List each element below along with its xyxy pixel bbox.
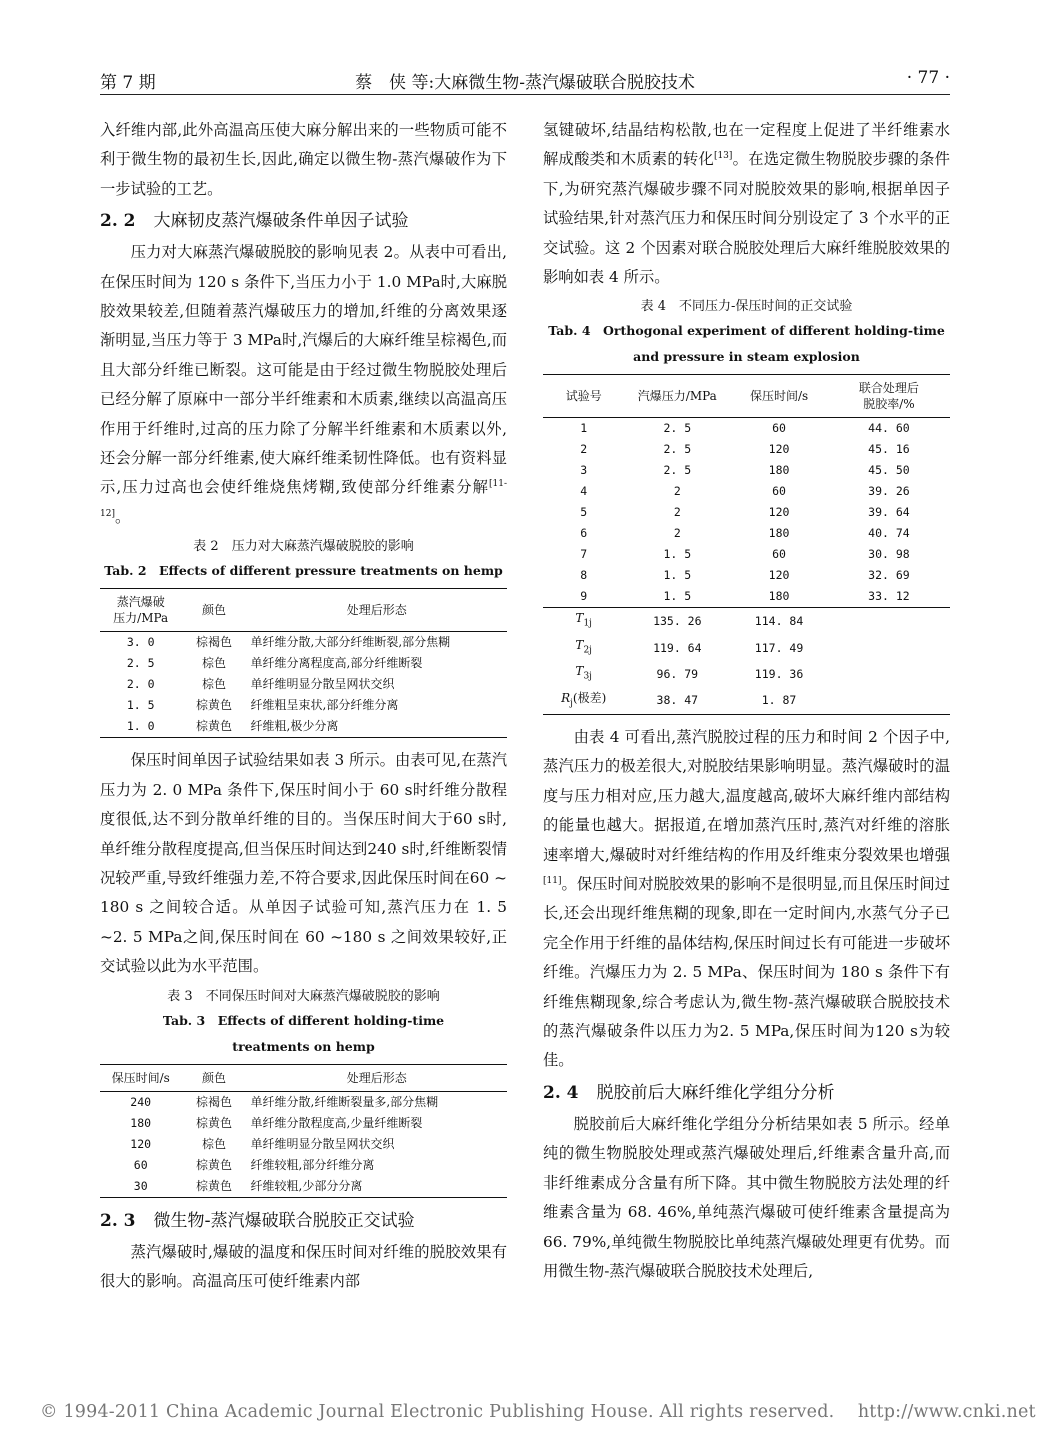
table-cell: 33. 12 <box>868 589 910 604</box>
table-header: 处理后形态 <box>346 1070 407 1085</box>
table-cell: 38. 47 <box>656 693 699 708</box>
table-row <box>100 632 507 654</box>
row-label: $T_{3j}$ <box>575 664 592 682</box>
row-label: $R_j$(极差) <box>561 690 607 708</box>
table-cell: 6 <box>580 526 588 541</box>
table-header: 颜色 <box>201 1070 226 1085</box>
table-cell: 44. 60 <box>868 421 910 436</box>
table-cell: 32. 69 <box>868 568 910 583</box>
table-row <box>100 1091 507 1113</box>
table-4-caption-en: Tab. 4 Orthogonal experiment of different holding-time <box>548 323 945 339</box>
page-number: · 77 · <box>906 68 950 88</box>
table-cell: 纤维较粗,部分纤维分离 <box>250 1157 375 1172</box>
paragraph-text: 压力对大麻蒸汽爆破脱胶的影响见表 2。从表中可看出,在保压时间为 120 s 条件下,当压力小于 1.0 MPa时,大麻脱胶效果较差,但随着蒸汽爆破压力的增加,纤维的分离效果逐渐明显,当压力等于 3 MPa时,汽爆后的大麻纤维呈棕褐色,而且大部分纤维已断裂。这可能是由于经过微生物脱胶处理后已经分解了原麻中一部分半纤维素和木质素,继续以高温高压作用于纤维时,过高的压力除了分解半纤维素和木质素以外,还会分解一部分纤维素,使大麻纤维柔韧性降低。也有资料显示,压力过高也会使纤维烧焦烤糊,致使部分纤维素分解 <box>100 243 507 497</box>
table-row <box>543 502 950 523</box>
table-row <box>543 565 950 586</box>
table-row <box>100 716 507 738</box>
table-cell: 2. 5 <box>126 656 155 671</box>
table-row <box>543 544 950 565</box>
paragraph <box>543 116 950 292</box>
issue-label: 第 7 期 <box>100 73 156 93</box>
article-running-title: 蔡 侠 等:大麻微生物-蒸汽爆破联合脱胶技术 <box>355 73 695 93</box>
table-cell: 2 <box>673 484 681 499</box>
copyright-footer: © 1994-2011 China Academic Journal Electronic Publishing House. All rights reserved. http://www.cnki.net <box>40 1402 1036 1422</box>
citation: [13] <box>713 151 733 162</box>
table-cell: 棕黄色 <box>195 1115 232 1130</box>
table-4 <box>543 374 950 715</box>
table-header: 颜色 <box>201 603 226 618</box>
table-4-caption-en-2: and pressure in steam explosion <box>633 349 860 365</box>
section-number: 2. 4 <box>543 1082 579 1103</box>
table-cell: 180 <box>768 526 790 541</box>
table-cell: 7 <box>580 547 588 562</box>
table-cell: 135. 26 <box>624 608 730 635</box>
table-row <box>100 1134 507 1155</box>
paragraph: 保压时间单因子试验结果如表 3 所示。由表可见,在蒸汽压力为 2. 0 MPa 条件下,保压时间小于 60 s时纤维分散程度很低,达不到分散单纤维的目的。当保压时间大于60 s时,单纤维分散程度提高,但当保压时间达到240 s时,纤维断裂情况较严重,导致纤维强力差,不符合要求,因此保压时间在60 ~ 180 s 之间较合适。从单因子试验可知,蒸汽压力在 1. 5 ~2. 5 MPa之间,保压时间在 60 ~180 s 之间效果较好,正交试验以此为水平范围。 <box>100 751 507 976</box>
table-header: 汽爆压力/MPa <box>637 389 717 404</box>
table-2 <box>100 588 507 738</box>
paragraph: 蒸汽爆破时,爆破的温度和保压时间对纤维的脱胶效果有很大的影响。高温高压可使纤维素内部 <box>100 1242 507 1290</box>
table-summary-row <box>543 608 950 635</box>
table-cell: 8 <box>580 568 588 583</box>
table-row <box>100 1176 507 1198</box>
table-cell: 2 <box>673 505 681 520</box>
table-row <box>543 439 950 460</box>
table-cell: 棕黄色 <box>195 698 232 713</box>
table-cell: 1. 0 <box>126 719 155 734</box>
table-cell: 40. 74 <box>868 526 910 541</box>
table-cell: 39. 26 <box>868 484 910 499</box>
table-row <box>543 481 950 502</box>
table-cell: 45. 50 <box>868 463 910 478</box>
paragraph-text: 氢键破坏,结晶结构松散,也在一定程度上促进了半纤维素水解成酸类和木质素的转化 <box>543 121 950 169</box>
table-cell: 1. 5 <box>126 698 155 713</box>
table-cell: 120 <box>768 568 790 583</box>
table-cell-empty <box>828 661 950 687</box>
table-cell: 2. 0 <box>126 677 155 692</box>
table-summary-row <box>543 688 950 715</box>
table-cell: 180 <box>130 1115 152 1130</box>
table-cell: 30. 98 <box>868 547 910 562</box>
table-cell: 3 <box>580 463 588 478</box>
table-cell: 2. 5 <box>663 463 692 478</box>
table-3-caption-cn: 表 3 不同保压时间对大麻蒸汽爆破脱胶的影响 <box>167 988 440 1004</box>
table-cell: 180 <box>768 589 790 604</box>
table-cell: 棕色 <box>201 1136 226 1151</box>
table-cell: 1. 87 <box>761 693 797 708</box>
table-row <box>543 586 950 608</box>
table-cell: 棕黄色 <box>195 1178 232 1193</box>
table-header: 试验号 <box>565 389 602 404</box>
section-title: 大麻韧皮蒸汽爆破条件单因子试验 <box>153 211 409 232</box>
table-header: 蒸汽爆破 压力/MPa <box>113 595 169 626</box>
table-header: 保压时间/s <box>111 1070 170 1085</box>
table-cell: 单纤维分散,大部分纤维断裂,部分焦糊 <box>250 635 451 650</box>
paragraph-text: 。在选定微生物脱胶步骤的条件下,为研究蒸汽爆破步骤不同对脱胶效果的影响,根据单因子试验结果,针对蒸汽压力和保压时间分别设定了 3 个水平的正交试验。这 2 个因素对联合脱胶处理后大麻纤维脱胶效果的影响如表 4 所示。 <box>543 150 950 287</box>
table-cell: 60 <box>772 421 786 436</box>
table-3-caption-en-2: treatments on hemp <box>232 1038 375 1054</box>
table-4-caption-cn: 表 4 不同压力-保压时间的正交试验 <box>640 299 853 315</box>
table-cell: 棕褐色 <box>195 635 232 650</box>
paragraph-text: 。保压时间对脱胶效果的影响不是很明显,而且保压时间过长,还会出现纤维焦糊的现象,即在一定时间内,水蒸气分子已完全作用于纤维的晶体结构,保压时间过长有可能进一步破坏纤维。汽爆压力为 2. 5 MPa、保压时间为 180 s 条件下有纤维焦糊现象,综合考虑认为,微生物-蒸汽爆破联合脱胶技术的蒸汽爆破条件以压力为2. 5 MPa,保压时间为120 s为较佳。 <box>543 875 950 1070</box>
table-cell: 45. 16 <box>868 442 910 457</box>
table-header: 处理后形态 <box>346 603 407 618</box>
table-cell: 纤维较粗,少部分分离 <box>250 1178 363 1193</box>
left-column <box>100 116 507 1296</box>
table-cell: 117. 49 <box>754 640 804 655</box>
table-cell: 96. 79 <box>656 666 699 681</box>
table-cell: 2 <box>673 526 681 541</box>
citation: [11-12] <box>100 479 507 519</box>
paragraph: 入纤维内部,此外高温高压使大麻分解出来的一些物质可能不利于微生物的最初生长,因此,确定以微生物-蒸汽爆破作为下一步试验的工艺。 <box>100 121 507 198</box>
table-cell: 5 <box>580 505 588 520</box>
table-cell: 棕色 <box>201 677 226 692</box>
section-heading-2-3 <box>100 1206 507 1236</box>
table-cell: 1. 5 <box>663 589 692 604</box>
table-row <box>100 695 507 716</box>
table-cell: 4 <box>580 484 588 499</box>
table-row <box>100 1155 507 1176</box>
table-cell: 120 <box>130 1136 152 1151</box>
table-cell: 119. 36 <box>754 666 804 681</box>
section-heading-2-4 <box>543 1078 950 1108</box>
table-cell: 60 <box>772 484 786 499</box>
running-header <box>100 66 950 95</box>
section-heading-2-2 <box>100 206 507 236</box>
paragraph <box>100 238 507 532</box>
table-cell: 单纤维明显分散呈网状交织 <box>250 1136 395 1151</box>
table-summary-row <box>543 635 950 661</box>
table-cell: 9 <box>580 589 588 604</box>
table-cell: 1. 5 <box>663 547 692 562</box>
table-cell: 120 <box>768 442 790 457</box>
table-cell: 1. 5 <box>663 568 692 583</box>
table-summary-row <box>543 661 950 687</box>
table-cell: 纤维粗,极少分离 <box>250 719 339 734</box>
table-row <box>543 523 950 544</box>
section-title: 微生物-蒸汽爆破联合脱胶正交试验 <box>153 1210 415 1231</box>
paragraph <box>543 723 950 1076</box>
table-2-caption-cn: 表 2 压力对大麻蒸汽爆破脱胶的影响 <box>193 539 414 555</box>
table-2-caption-en: Tab. 2 Effects of different pressure treatments on hemp <box>104 563 503 579</box>
section-number: 2. 2 <box>100 211 136 232</box>
table-row <box>100 653 507 674</box>
table-cell-empty <box>828 688 950 715</box>
section-title: 脱胶前后大麻纤维化学组分分析 <box>596 1082 835 1103</box>
table-cell: 纤维粗呈束状,部分纤维分离 <box>250 698 399 713</box>
table-cell: 3. 0 <box>126 635 155 650</box>
table-cell: 单纤维分散程度高,少量纤维断裂 <box>250 1115 423 1130</box>
row-label: $T_{2j}$ <box>575 637 592 656</box>
table-cell: 39. 64 <box>868 505 910 520</box>
table-header: 联合处理后 脱胶率/% <box>858 381 919 412</box>
table-cell: 单纤维明显分散呈网状交织 <box>250 677 395 692</box>
table-3 <box>100 1064 507 1198</box>
table-cell: 棕褐色 <box>195 1094 232 1109</box>
table-row <box>543 418 950 440</box>
table-cell: 棕色 <box>201 656 226 671</box>
paragraph: 脱胶前后大麻纤维化学组分分析结果如表 5 所示。经单纯的微生物脱胶处理或蒸汽爆破处理后,纤维素含量升高,而非纤维素成分含量有所下降。其中微生物脱胶方法处理的纤维素含量为 68. 46%,单纯蒸汽爆破可使纤维素含量提高为 66. 79%,单纯微生物脱胶比单纯蒸汽爆破处理更有优势。而用微生物-蒸汽爆破联合脱胶技术处理后, <box>543 1114 950 1280</box>
paragraph-text: 由表 4 可看出,蒸汽脱胶过程的压力和时间 2 个因子中,蒸汽压力的极差很大,对脱胶结果影响明显。蒸汽爆破时的温度与压力相对应,压力越大,温度越高,破坏大麻纤维内部结构的能量也越大。据报道,在增加蒸汽压时,蒸汽对纤维的溶胀速率增大,爆破时对纤维结构的作用及纤维束分裂效果也增强 <box>543 728 950 864</box>
table-cell: 240 <box>130 1094 152 1109</box>
paragraph-end: 。 <box>114 507 131 526</box>
table-cell: 1 <box>580 421 588 436</box>
table-cell: 棕黄色 <box>195 1157 232 1172</box>
row-label: $T_{1j}$ <box>543 608 624 635</box>
table-row <box>100 674 507 695</box>
table-cell: 2. 5 <box>663 442 692 457</box>
table-cell: 单纤维分散,纤维断裂量多,部分焦糊 <box>250 1094 439 1109</box>
table-3-caption-en: Tab. 3 Effects of different holding-time <box>162 1012 445 1028</box>
table-cell: 棕黄色 <box>195 719 232 734</box>
table-row <box>543 460 950 481</box>
table-cell: 60 <box>133 1157 148 1172</box>
table-cell: 单纤维分离程度高,部分纤维断裂 <box>250 656 423 671</box>
table-cell: 2 <box>580 442 588 457</box>
table-cell: 120 <box>768 505 790 520</box>
table-cell: 30 <box>133 1178 148 1193</box>
table-cell-empty <box>828 635 950 661</box>
citation: [11] <box>543 875 562 886</box>
table-cell: 2. 5 <box>663 421 692 436</box>
table-cell: 180 <box>768 463 790 478</box>
table-row <box>100 1113 507 1134</box>
section-number: 2. 3 <box>100 1210 136 1231</box>
table-cell: 60 <box>772 547 786 562</box>
table-header: 保压时间/s <box>749 389 809 404</box>
table-cell: 114. 84 <box>730 608 828 635</box>
right-column <box>543 116 950 1286</box>
table-cell-empty <box>828 608 950 635</box>
table-cell: 119. 64 <box>653 640 702 655</box>
